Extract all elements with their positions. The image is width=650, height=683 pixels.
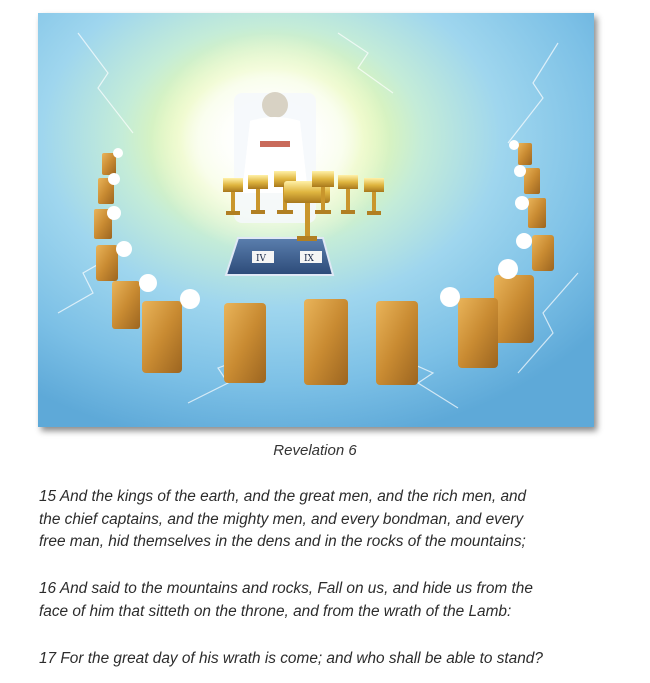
throne-room-illustration: [38, 13, 594, 427]
verse-line: free man, hid themselves in the dens and in the rocks of the mountains;: [39, 533, 526, 550]
tablet-label-right: IX: [304, 254, 314, 264]
verse-line: the chief captains, and the mighty men, and every bondman, and every: [39, 510, 524, 528]
image-caption: Revelation 6: [273, 442, 357, 459]
verse-16: [39, 578, 629, 623]
verse-line: face of him that sitteth on the throne, and from the wrath of the Lamb:: [39, 602, 512, 620]
figure-on-throne: [234, 92, 316, 223]
stone-tablet: [226, 238, 333, 275]
verse-15: [39, 486, 629, 554]
verse-17: [39, 648, 629, 671]
tablet-label-left: IV: [256, 254, 267, 264]
verse-line: 17 For the great day of his wrath is come; and who shall be able to stand?: [39, 650, 543, 667]
verse-line: 16 And said to the mountains and rocks, Fall on us, and hide us from the: [39, 580, 533, 597]
verse-line: 15 And the kings of the earth, and the great men, and the rich men, and: [39, 488, 527, 505]
